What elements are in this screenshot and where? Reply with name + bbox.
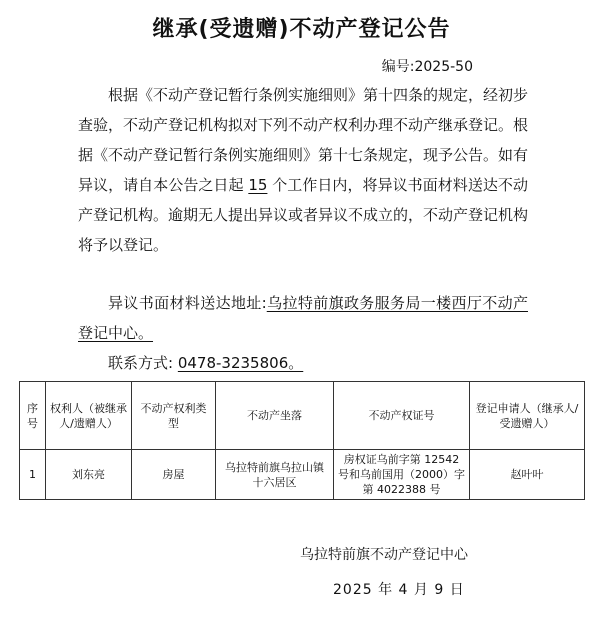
header-type: 不动产权利类型 [132, 382, 216, 450]
cell-location: 乌拉特前旗乌拉山镇十六居区 [216, 450, 334, 500]
body-paragraph-3 [78, 348, 528, 378]
delivery-address: 乌拉特前旗政务服务局一楼西厅不动产登记中心。 [78, 294, 528, 342]
objection-days: 15 [248, 176, 268, 194]
header-no: 序号 [20, 382, 46, 450]
cell-cert: 房权证乌前字第 12542 号和乌前国用（2000）字第 4022388 号 [334, 450, 470, 500]
cell-type: 房屋 [132, 450, 216, 500]
body-paragraph-2 [78, 288, 528, 348]
issuing-organization: 乌拉特前旗不动产登记中心 [300, 547, 468, 563]
header-location: 不动产坐落 [216, 382, 334, 450]
header-holder: 权利人（被继承人/遗赠人） [46, 382, 132, 450]
property-record-table [19, 381, 585, 500]
contact-phone: 0478-3235806。 [177, 354, 304, 372]
cell-holder: 刘东亮 [46, 450, 132, 500]
cell-applicant: 赵叶叶 [470, 450, 585, 500]
document-number: 编号:2025-50 [381, 59, 473, 75]
header-applicant: 登记申请人（继承人/受遗赠人） [470, 382, 585, 450]
cell-no: 1 [20, 450, 46, 500]
paragraph-1-text-a: 根据《不动产登记暂行条例实施细则》第十四条的规定，经初步查验，不动产登记机构拟对下列不动产权利办理不动产继承登记。根据《不动产登记暂行条例实施细则》第十七条规定，现予公告。如有异议，请自本公告之日起 [78, 86, 529, 194]
table-row [20, 450, 585, 500]
header-cert: 不动产权证号 [334, 382, 470, 450]
address-label: 异议书面材料送达地址: [108, 294, 267, 312]
issue-date: 2025 年 4 月 9 日 [333, 582, 465, 598]
table-header-row [20, 382, 585, 450]
body-paragraph-1 [78, 80, 528, 260]
contact-label: 联系方式: [108, 354, 174, 372]
paragraph-1-text-b: 个工作日内，将异议书面材料送达不动产登记机构。逾期无人提出异议或者异议不成立的，不动产登记机构将予以登记。 [78, 176, 529, 254]
page-title: 继承(受遗赠)不动产登记公告 [152, 17, 451, 42]
